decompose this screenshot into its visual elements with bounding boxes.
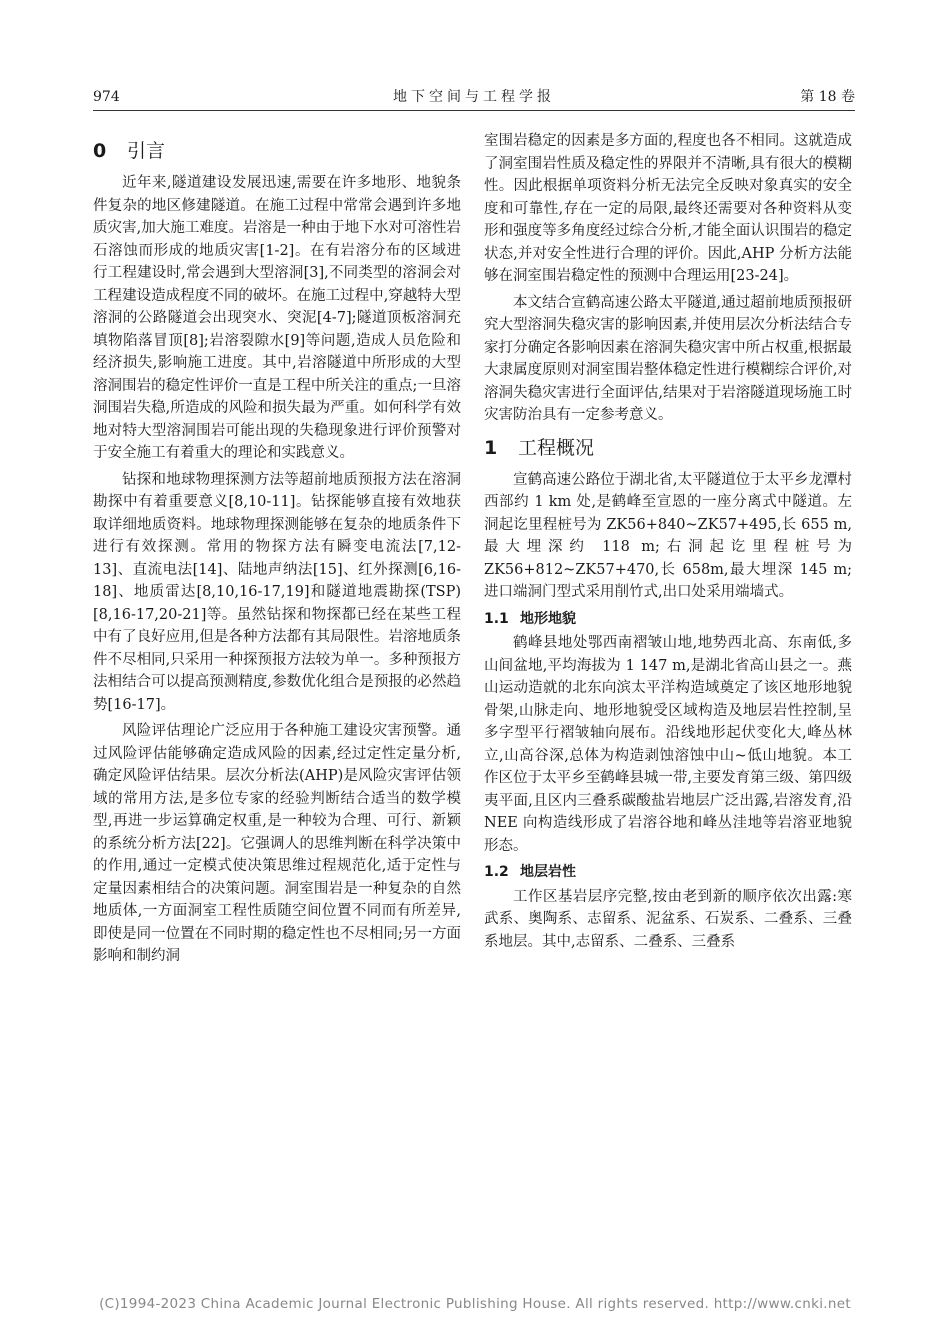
- subsection-title: 地层岩性: [520, 864, 576, 880]
- section-title: 引言: [127, 140, 166, 162]
- paragraph: 工作区基岩层序完整,按由老到新的顺序依次出露:寒武系、奥陶系、志留系、泥盆系、石炭系、二叠系、三叠系地层。其中,志留系、二叠系、三叠系: [484, 888, 852, 950]
- paragraph-continued: 室围岩稳定的因素是多方面的,程度也各不相同。这就造成了洞室围岩性质及稳定性的界限并不清晰,具有很大的模糊性。因此根据单项资料分析无法完全反映对象真实的安全度和可靠性,存在一定的局限,最终还需要对各种资料从变形和强度等多角度经过综合分析,才能全面认识围岩的稳定状态,并对安全性进行合理的评价。因此,AHP 分析方法能够在洞室围岩稳定性的预测中合理运用[23-24]。: [484, 133, 852, 284]
- paragraph: 风险评估理论广泛应用于各种施工建设灾害预警。通过风险评估能够确定造成风险的因素,经过定性定量分析,确定风险评估结果。层次分析法(AHP)是风险灾害评估领域的常用方法,是多位专家的经验判断结合适当的数学模型,再进一步运算确定权重,是一种较为合理、可行、新颖的系统分析方法[22]。它强调人的思维判断在科学决策中的作用,通过一定模式使决策思维过程规范化,适于定性与定量因素相结合的决策问题。洞室围岩是一种复杂的自然地质体,一方面洞室工程性质随空间位置不同而有所差异,即使是同一位置在不同时期的稳定性也不尽相同;另一方面影响和制约洞: [93, 723, 461, 964]
- section-0-heading: [93, 136, 461, 166]
- journal-title: 地下空间与工程学报: [393, 89, 555, 105]
- section-1-heading: [484, 433, 852, 463]
- section-title: 工程概况: [518, 436, 595, 459]
- paragraph: 钻探和地球物理探测方法等超前地质预报方法在溶洞勘探中有着重要意义[8,10-11]。钻探能够直接有效地获取详细地质资料。地球物理探测能够在复杂的地质条件下进行有效探测。常用的物探方法有瞬变电流法[7,12-13]、直流电法[14]、陆地声纳法[15]、红外探测[6,16-18]、地质雷达[8,10,16-17,19]和隧道地震勘探(TSP)[8,16-17,20-21]等。虽然钻探和物探都已经在某些工程中有了良好应用,但是各种方法都有其局限性。岩溶地质条件不尽相同,只采用一种探预报方法较为单一。多种预报方法相结合可以提高预测精度,参数优化组合是预报的必然趋势[16-17]。: [93, 471, 461, 713]
- section-number: 1: [484, 436, 498, 459]
- volume-label: 第 18 卷: [800, 89, 855, 105]
- section-number: 0: [93, 140, 107, 162]
- subsection-title: 地形地貌: [520, 610, 576, 627]
- page-number: 974: [93, 89, 120, 105]
- header-rule: [93, 110, 855, 111]
- subsection-1-2-heading: [484, 861, 852, 884]
- subsection-1-1-heading: [484, 608, 852, 631]
- copyright-footer: (C)1994-2023 China Academic Journal Electronic Publishing House. All rights reserved. http://www.cnki.net: [99, 1296, 851, 1312]
- paragraph: 鹤峰县地处鄂西南褶皱山地,地势西北高、东南低,多山间盆地,平均海拔为 1 147 m,是湖北省高山县之一。燕山运动造就的北东向滨太平洋构造域奠定了该区地形地貌骨架,山脉走向、地形地貌受区域构造及地层岩性控制,呈多字型平行褶皱轴向展布。沿线地形起伏变化大,峰丛林立,山高谷深,总体为构造剥蚀溶蚀中山~低山地貌。本工作区位于太平乡至鹤峰县城一带,主要发育第三级、第四级夷平面,且区内三叠系碳酸盐岩地层广泛出露,岩溶发育,沿 NEE 向构造线形成了岩溶谷地和峰丛洼地等岩溶亚地貌形态。: [484, 635, 852, 854]
- paragraph: 本文结合宣鹤高速公路太平隧道,通过超前地质预报研究大型溶洞失稳灾害的影响因素,并使用层次分析法结合专家打分确定各影响因素在溶洞失稳灾害中所占权重,根据最大隶属度原则对洞室围岩整体稳定性进行模糊综合评价,对溶洞失稳灾害进行全面评估,结果对于岩溶隧道现场施工时灾害防治具有一定参考意义。: [484, 294, 852, 423]
- left-column: [93, 130, 461, 972]
- paragraph: 近年来,隧道建设发展迅速,需要在许多地形、地貌条件复杂的地区修建隧道。在施工过程中常常会遇到许多地质灾害,加大施工难度。岩溶是一种由于地下水对可溶性岩石溶蚀而形成的地质灾害[1-2]。在有岩溶分布的区域进行工程建设时,常会遇到大型溶洞[3],不同类型的溶洞会对工程建设造成程度不同的破坏。在施工过程中,穿越特大型溶洞的公路隧道会出现突水、突泥[4-7];隧道顶板溶洞充填物陷落冒顶[8];岩溶裂隙水[9]等问题,造成人员危险和经济损失,影响施工进度。其中,岩溶隧道中所形成的大型溶洞围岩的稳定性评价一直是工程中所关注的重点;一旦溶洞围岩失稳,所造成的风险和损失最为严重。如何科学有效地对特大型溶洞围岩可能出现的失稳现象进行评价预警对于安全施工有着重大的理论和实践意义。: [93, 175, 461, 461]
- subsection-number: 1.1: [484, 610, 509, 627]
- right-column: [484, 130, 852, 957]
- paragraph: 宣鹤高速公路位于湖北省,太平隧道位于太平乡龙潭村西部约 1 km 处,是鹤峰至宣恩的一座分离式中隧道。左洞起讫里程桩号为 ZK56+840~ZK57+495,长 655 m,最大埋深约 118 m;右洞起讫里程桩号为 ZK56+812~ZK57+470,长 658m,最大埋深 145 m;进口端洞门型式采用削竹式,出口处采用端墙式。: [484, 471, 852, 600]
- running-header: [93, 86, 855, 108]
- subsection-number: 1.2: [484, 864, 509, 880]
